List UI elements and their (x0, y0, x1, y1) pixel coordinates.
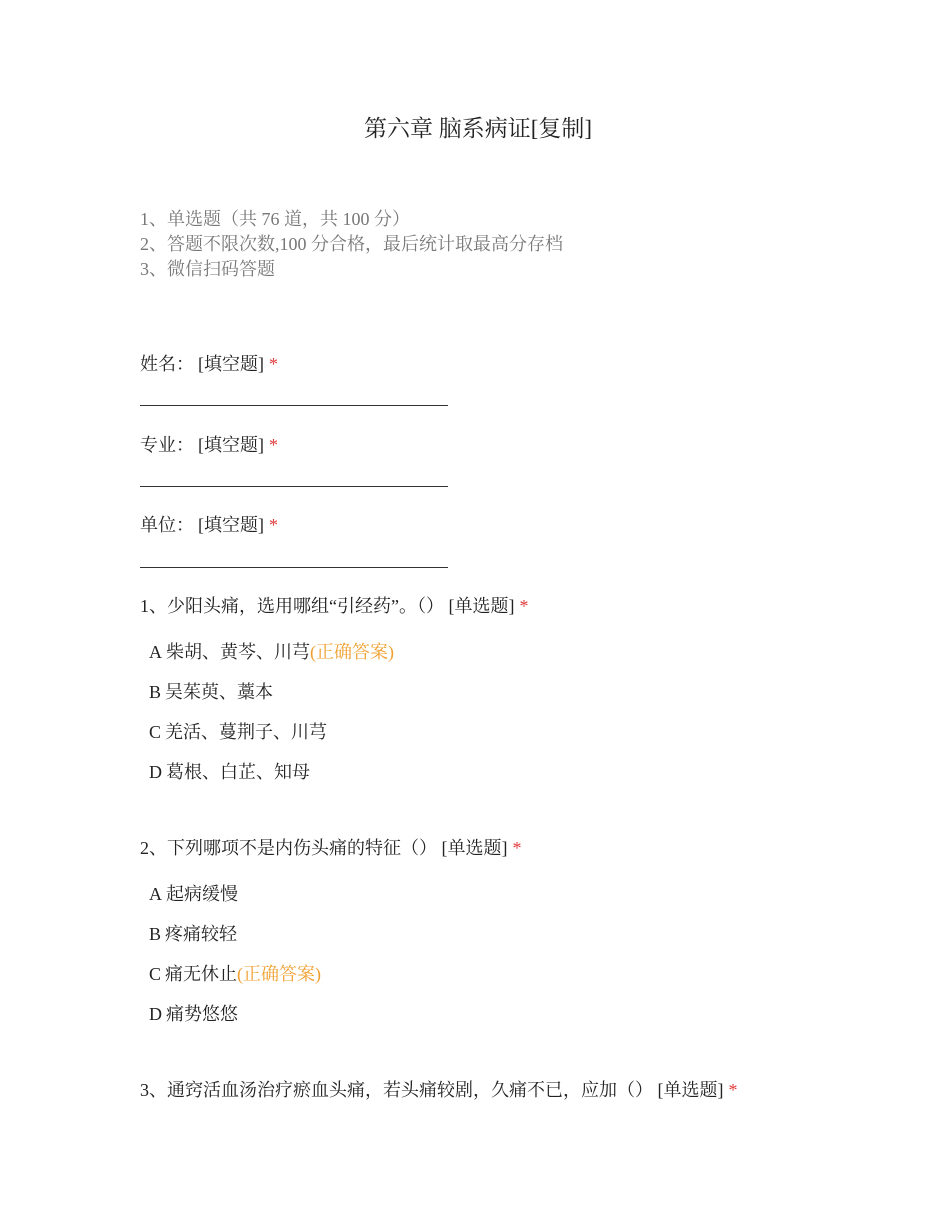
required-marker: * (269, 435, 278, 455)
required-marker: * (512, 838, 522, 858)
question-1-option-d[interactable]: D 葛根、白芷、知母 (149, 762, 310, 782)
name-field-label: 姓名： [填空题] * (140, 354, 278, 374)
name-input-line[interactable] (140, 405, 448, 406)
correct-answer-tag: (正确答案) (237, 964, 322, 984)
instruction-line: 2、答题不限次数,100 分合格，最后统计取最高分存档 (140, 234, 563, 254)
question-2-option-c[interactable]: C 痛无休止(正确答案) (149, 964, 322, 984)
required-marker: * (269, 515, 278, 535)
question-2-option-d[interactable]: D 痛势悠悠 (149, 1004, 238, 1024)
question-1-option-c[interactable]: C 羌活、蔓荆子、川芎 (149, 722, 328, 742)
required-marker: * (519, 596, 529, 616)
instruction-line: 3、微信扫码答题 (140, 259, 275, 279)
question-3-title: 3、通窍活血汤治疗瘀血头痛，若头痛较剧，久痛不已，应加（） [单选题] * (140, 1080, 738, 1100)
major-input-line[interactable] (140, 486, 448, 487)
question-1-option-a[interactable]: A 柴胡、黄芩、川芎(正确答案) (149, 642, 394, 662)
question-1-title: 1、少阳头痛，选用哪组“引经药”。（） [单选题] * (140, 596, 529, 616)
major-field-label: 专业： [填空题] * (140, 435, 278, 455)
question-2-option-b[interactable]: B 疼痛较轻 (149, 924, 238, 944)
page-title: 第六章 脑系病证[复制] (363, 116, 593, 141)
question-2-title: 2、下列哪项不是内伤头痛的特征（） [单选题] * (140, 838, 522, 858)
unit-input-line[interactable] (140, 567, 448, 568)
instruction-line: 1、单选题（共 76 道，共 100 分） (140, 209, 410, 229)
question-2-option-a[interactable]: A 起病缓慢 (149, 884, 238, 904)
required-marker: * (728, 1080, 738, 1100)
required-marker: * (269, 354, 278, 374)
instructions (140, 207, 563, 282)
question-1-option-b[interactable]: B 吴茱萸、藁本 (149, 682, 274, 702)
correct-answer-tag: (正确答案) (310, 642, 394, 662)
unit-field-label: 单位： [填空题] * (140, 515, 278, 535)
